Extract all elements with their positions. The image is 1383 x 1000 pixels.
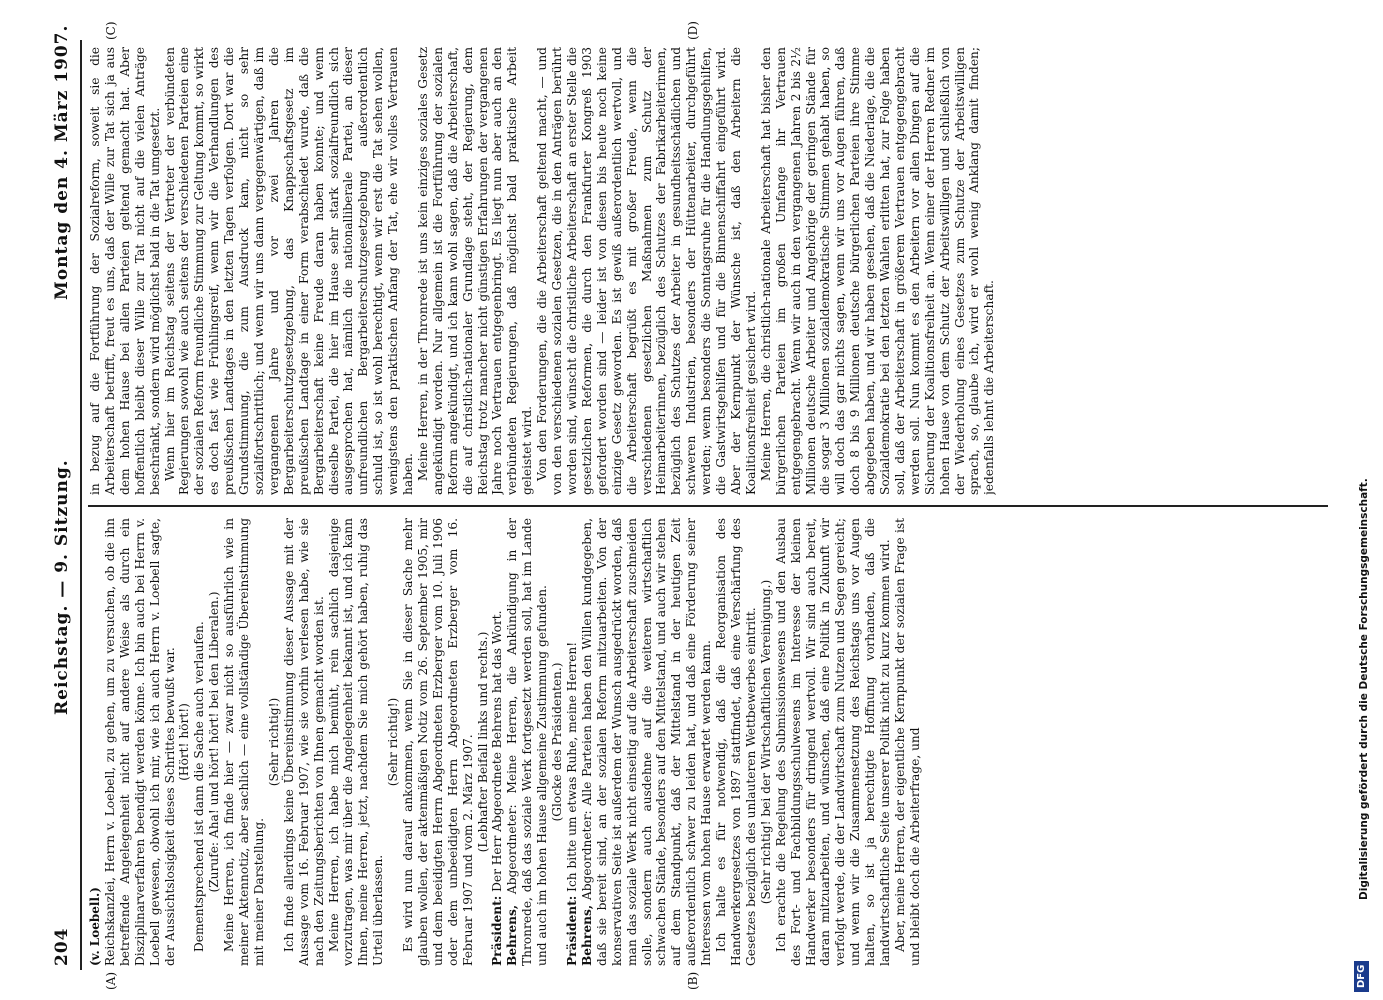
paragraph-text: Ich bitte um etwas Ruhe, meine Herren! bbox=[565, 641, 579, 892]
speaker-name: Präsident: bbox=[565, 895, 579, 966]
paragraph-text: (Sehr richtig! bei der Wirtschaftlichen Vereinigung.) bbox=[758, 579, 773, 905]
paragraph bbox=[163, 47, 416, 495]
margin-marker-b: (B) bbox=[686, 971, 700, 990]
column-divider bbox=[88, 506, 1328, 508]
paragraph-text: Meine Herren, ich finde hier — zwar nicht so ausführlich wie in meiner Aktennotiz, aber sachlich — eine vollständige Übereinstimmung mit meiner Darstellung. bbox=[222, 518, 266, 966]
paragraph bbox=[759, 518, 774, 966]
speaker-name: Behrens, bbox=[505, 904, 520, 966]
paragraph bbox=[759, 47, 998, 495]
paragraph bbox=[893, 518, 923, 966]
paragraph-text: Abgeordneter: Alle Parteien haben den Willen kundgegeben, daß sie bereit sind, an der sozialen Reform mitzuarbeiten. Von der konservativen Seite ist außerdem der Wunsch ausgedrückt worden, daß man das soziale Werk nicht einseitig auf die Arbeiterschaft zuschneiden solle, sondern auch ausdehne auf die weiteren wirtschaftlich schwachen Stände, besonders auf den Mittelstand, und auch wir stehen auf dem Standpunkt, daß der Mittelstand in der heutigen Zeit außerordentlich schwer zu leiden hat, und daß eine Förderung seiner Interessen vom hohen Hause erwartet werden kann. bbox=[579, 518, 714, 966]
paragraph-text: Wenn hier im Reichstag seitens der Vertreter der verbündeten Regierungen sowohl wie auch seitens der verschiedenen Parteien eine der sozialen Reform freundliche Stimmung zur Geltung kommt, so wirkt es doch fast wie Frühlingsreif, wenn wir die Verhandlungen des preußischen Landtages in den letzten Tagen verfolgen. Dort war die Grundstimmung, die zum Ausdruck kam, nicht so sehr sozialfortschrittlich; und wenn wir uns dann vergegenwärtigen, daß im vergangenen Jahre und vor zwei Jahren die Bergarbeiterschutzgesetzgebung, das Knappschaftsgesetz im preußischen Landtage in einer Form verabschiedet wurde, daß die Bergarbeiterschaft keine Freude daran haben konnte; und wenn dieselbe Partei, die hier im Hause sehr stark sozialfreundlich sich ausgesprochen hat, nämlich die nationalliberale Partei, an dieser unfreundlichen Bergarbeiterschutzgesetzgebung außerordentlich schuld ist, so ist wohl berechtigt, wenn wir erst die Tat sehen wollen, wenigstens den praktischen Anfang der Tat, ehe wir volles Vertrauen haben. bbox=[162, 47, 416, 495]
paragraph-text: Es wird nun darauf ankommen, wenn Sie in dieser Sache mehr glauben wollen, der aktenmäßigen Notiz vom 26. September 1905, mir und dem beeidigten Herrn Abgeordneten Erzberger vom 10. Juli 1906 oder dem unbeeidigten Herrn Abgeordneten Erzberger vom 16. Februar 1907 und vom 2. März 1907. bbox=[401, 518, 475, 966]
paragraph-text: Reichskanzlei, Herrn v. Loebell, zu gehen, um zu versuchen, ob die ihn betreffende Angelegenheit nicht auf andere Weise als durch ein Disziplinarverfahren beendigt werden könne. Ich bin auch bei Herrn v. Loebell gewesen, obwohl ich mir, wie ich auch Herrn v. Loebell sagte, der Aussichtslosigkeit dieses Schrittes bewußt war. bbox=[102, 518, 177, 966]
paragraph-text: (Hört! hört!) bbox=[177, 703, 192, 781]
paragraph-text: (Glocke des Präsidenten.) bbox=[550, 662, 565, 822]
paragraph bbox=[192, 518, 207, 966]
paragraph bbox=[222, 518, 267, 966]
paragraph bbox=[774, 518, 893, 966]
paragraph-text: Der Herr Abgeordnete Behrens hat das Wort. bbox=[490, 610, 505, 892]
paragraph bbox=[386, 518, 401, 966]
paragraph bbox=[103, 518, 178, 966]
paragraph bbox=[476, 518, 491, 966]
paragraph bbox=[401, 518, 476, 966]
speaker-name: Präsident: bbox=[490, 895, 505, 966]
margin-marker-d: (D) bbox=[686, 21, 700, 40]
paragraph-text: Von den Forderungen, die die Arbeiterschaft geltend macht, — und von den verschiedenen sozialen Gesetzen, die in den Anträgen berührt worden sind, wünscht die christliche Arbeiterschaft an erster Stelle die gesetzlichen Reformen, die durch den Frankfurter Kongreß 1903 gefordert worden sind — leider ist von diesen bis heute noch keine einzige Gesetz geworden. Es ist gewiß außerordentlich wertvoll, und die Arbeiterschaft begrüßt es mit großer Freude, wenn die verschiedenen gesetzlichen Maßnahmen zum Schutz der Heimarbeiterinnen, bezüglich des Schutzes der Fabrikarbeiterinnen, bezüglich des Schutzes der Arbeiter in gesundheitsschädlichen und schweren Industrien, besonders der Hüttenarbeiter, durchgeführt werden; wenn besonders die Sonntagsruhe für die Handlungsgehilfen, die Gastwirtsgehilfen und für die Binnenschiffahrt eingeführt wird. Aber der Kernpunkt der Wünsche ist, daß den Arbeitern die Koalitionsfreiheit gesichert wird. bbox=[535, 47, 758, 495]
paragraph bbox=[88, 47, 163, 495]
paragraph bbox=[550, 518, 565, 966]
paragraph bbox=[714, 518, 759, 966]
paragraph-text: (Sehr richtig!) bbox=[266, 697, 281, 787]
paragraph bbox=[327, 518, 387, 966]
header-rule bbox=[80, 40, 82, 970]
paragraph bbox=[505, 518, 550, 966]
running-title-right: Montag den 4. März 1907. bbox=[52, 24, 72, 300]
paragraph bbox=[416, 47, 535, 495]
speaker-tag: (v. Loebell.) bbox=[88, 887, 102, 966]
margin-marker-c: (C) bbox=[104, 21, 118, 40]
paragraph-text: (Sehr richtig!) bbox=[386, 697, 401, 787]
paragraph bbox=[267, 518, 282, 966]
paragraph-text: Ich erachte die Regelung des Submissionswesens und den Ausbau des Fort- und Fachbildungsschulwesens im Interesse der kleinen Handwerker besonders für dringend wertvoll. Wir sind auch bereit, daran mitzuarbeiten, und wünschen, daß eine Politik in Zukunft wir verfolgt werde, die der Landwirtschaft zum Nutzen und Segen gereicht; und wenn wir die Zusammensetzung des Reichstags uns vor Augen halten, so ist ja berechtigte Hoffnung vorhanden, daß die landwirtschaftliche Seite unserer Politik nicht zu kurz kommen wird. bbox=[773, 518, 893, 966]
paragraph bbox=[282, 518, 327, 966]
digitization-credit: Digitalisierung gefördert durch die Deutsche Forschungsgemeinschaft. bbox=[1358, 478, 1370, 900]
dfg-logo: DFG bbox=[1354, 961, 1369, 992]
paragraph-text: Meine Herren, die christlich-nationale Arbeiterschaft hat bisher den bürgerlichen Parteien im großen Umfange ihr Vertrauen entgegengebracht. Wenn wir auch in den vergangenen Jahren 2 bis 2½ Millionen deutsche Arbeiter und Angehörige der geringen Stände für die sogar 3 Millionen sozialdemokratische Stimmen gehabt haben, so will doch das gar nichts sagen, wenn wir uns vor Augen führen, daß doch 8 bis 9 Millionen deutsche bürgerlichen Parteien ihre Stimme abgegeben haben, und wir haben gesehen, daß die Niederlage, die die Sozialdemokratie bei den letzten Wahlen erlitten hat, zur Folge haben soll, daß der Arbeiterschaft in größerem Vertrauen entgegengebracht werden soll. Nun kommt es den Arbeitern vor allen Dingen auf die Sicherung der Koalitionsfreiheit an. Wenn einer der Herren Redner im hohen Hause von dem Schutz der Arbeitswilligen und schließlich von der Wiederholung eines Gesetzes zum Schutze der Arbeitswilligen sprach, so, glaube ich, wird er wohl wenig Anklang damit finden; jedenfalls lehnt die Arbeiterschaft. bbox=[758, 47, 997, 495]
paragraph-text: (Zurufe: Aha! und hört! hört! bei den Liberalen.) bbox=[207, 591, 222, 893]
paragraph bbox=[535, 47, 759, 495]
paragraph bbox=[490, 518, 505, 966]
paragraph bbox=[565, 518, 580, 966]
paragraph-text: Dementsprechend ist dann die Sache auch verlaufen. bbox=[192, 621, 207, 952]
text-column-right bbox=[88, 47, 1328, 495]
text-column-left bbox=[88, 518, 1328, 966]
paragraph bbox=[177, 518, 192, 966]
paragraph-text: Meine Herren, in der Thronrede ist uns kein einziges soziales Gesetz angekündigt worden. Nur allgemein ist die Fortführung der sozialen Reform angekündigt, und ich kann wohl sagen, daß die Arbeiterschaft, die auf christlich-nationaler Grundlage steht, der Regierung, dem Reichstag trotz mancher nicht günstigen Erfahrungen der vergangenen Jahre noch Vertrauen entgegenbringt. Es liegt nun aber auch an den verbündeten Regierungen, daß möglichst bald praktische Arbeit geleistet wird. bbox=[415, 47, 535, 495]
paragraph-text: Abgeordneter: Meine Herren, die Ankündigung in der Thronrede, daß das soziale Werk fortgesetzt werden soll, hat im Lande und auch im hohen Hause allgemeine Zustimmung gefunden. bbox=[505, 518, 550, 966]
paragraph-text: Ich halte es für notwendig, daß die Reorganisation des Handwerkergesetzes von 1897 stattfindet, daß eine Verschärfung des Gesetzes bezüglich des unlauteren Wettbewerbes eintritt. bbox=[714, 518, 758, 966]
paragraph-text: Meine Herren, ich habe mich bemüht, rein sachlich dasjenige vorzutragen, was mir über die Angelegenheit bekannt ist, und ich kann Ihnen, meine Herren, jetzt, nachdem Sie mich gehört haben, ruhig das Urteil überlassen. bbox=[326, 518, 386, 966]
paragraph bbox=[207, 518, 222, 966]
paragraph-text: (Lebhafter Beifall links und rechts.) bbox=[475, 631, 490, 853]
paragraph bbox=[580, 518, 714, 966]
running-title-left: Reichstag. — 9. Sitzung. bbox=[52, 459, 72, 715]
speaker-name: Behrens, bbox=[579, 904, 594, 966]
paragraph-text: Ich finde allerdings keine Übereinstimmung dieser Aussage mit der Aussage vom 16. Februar 1907, wie sie vorhin verlesen habe, wie sie nach den Zeitungsberichten von Ihnen gemacht worden ist. bbox=[281, 518, 326, 966]
paragraph-text: Aber, meine Herren, der eigentliche Kernpunkt der sozialen Frage ist und bleibt doch die Arbeiterfrage, und bbox=[892, 518, 922, 966]
margin-marker-a: (A) bbox=[104, 971, 118, 990]
paragraph-text: in bezug auf die Fortführung der Sozialreform, soweit sie die Arbeiterschaft betrifft, freut es uns, daß der Wille zur Tat sich ja aus dem hohen Hause bei allen Parteien geltend gemacht hat. Aber hoffentlich bleibt dieser Wille zur Tat nicht auf die vielen Anträge beschränkt, sondern wird möglichst bald in die Tat umgesetzt. bbox=[88, 47, 162, 495]
page-number: 204 bbox=[52, 927, 72, 966]
